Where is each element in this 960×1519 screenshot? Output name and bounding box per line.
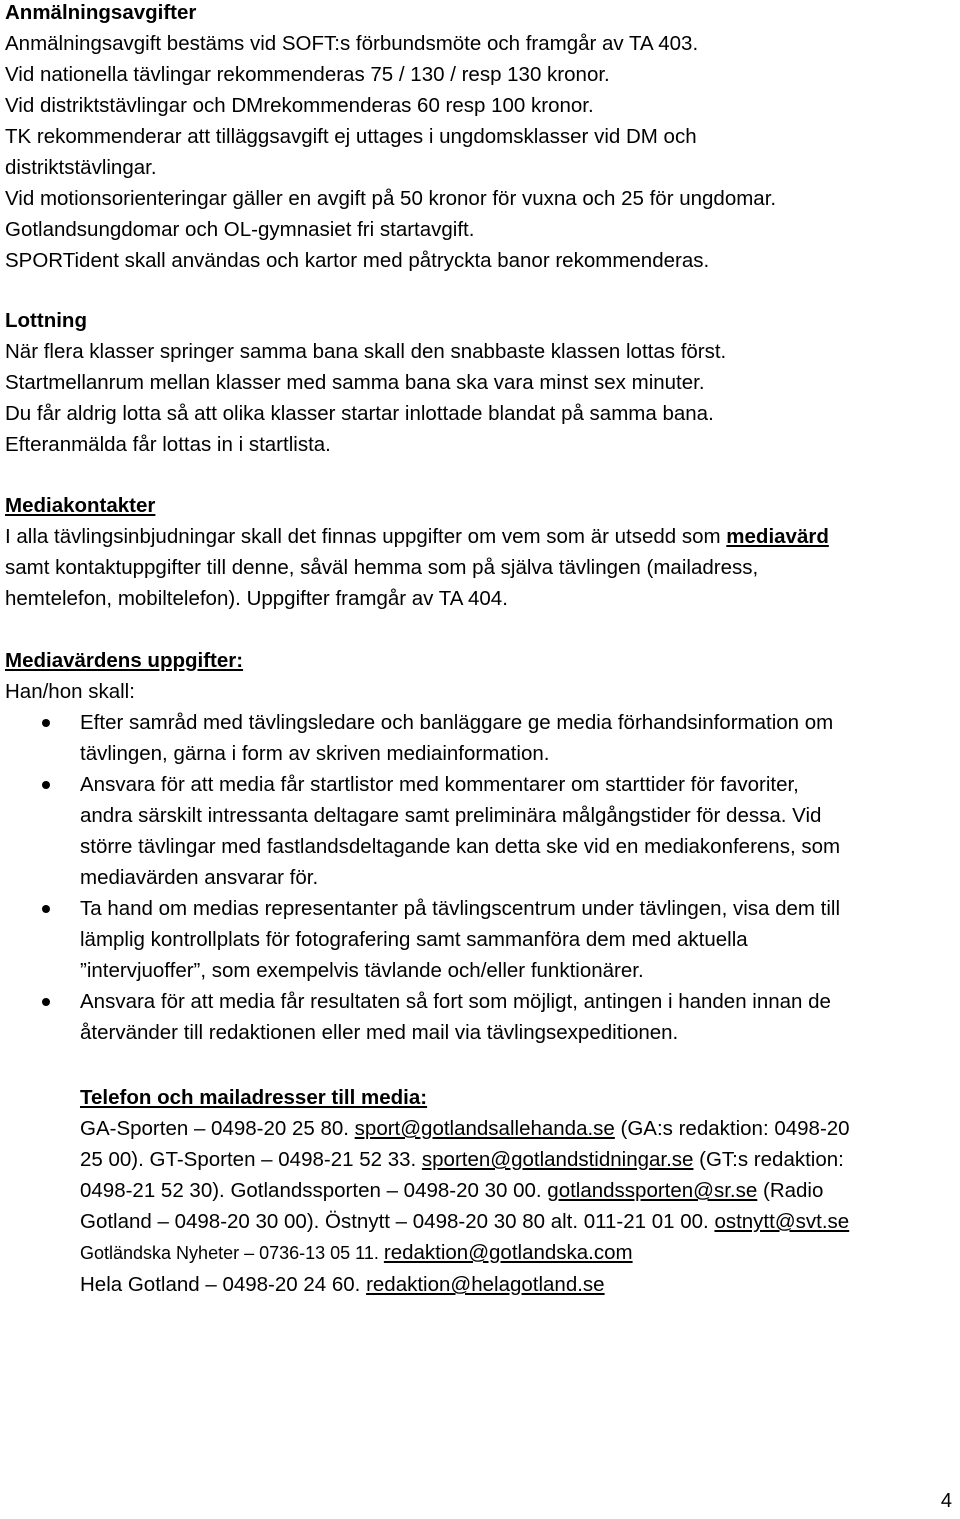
paragraph-line: hemtelefon, mobiltelefon). Uppgifter framgår av TA 404. bbox=[5, 587, 508, 610]
email-link[interactable]: redaktion@helagotland.se bbox=[366, 1273, 605, 1296]
contact-text: (GT:s redaktion: bbox=[693, 1148, 844, 1171]
heading-mediakontakter: Mediakontakter bbox=[5, 494, 156, 517]
paragraph-line: När flera klasser springer samma bana skall den snabbaste klassen lottas först. bbox=[5, 340, 727, 363]
bullet-icon bbox=[42, 719, 50, 727]
section-anmalningsavgifter bbox=[5, 0, 776, 276]
contact-text: Hela Gotland – 0498-20 24 60. bbox=[80, 1273, 367, 1296]
list-item-line: större tävlingar med fastlandsdeltagande kan detta ske vid en mediakonferens, som bbox=[80, 835, 841, 858]
heading-mediavardens-uppgifter: Mediavärdens uppgifter: bbox=[5, 649, 244, 672]
mediakontakter-text: I alla tävlingsinbjudningar skall det finnas uppgifter om vem som är utsedd som bbox=[5, 525, 727, 548]
contact-text: Gotländska Nyheter – 0736-13 05 11. bbox=[80, 1243, 384, 1263]
paragraph-line: Startmellanrum mellan klasser med samma bana ska vara minst sex minuter. bbox=[5, 371, 705, 394]
list-item-line: Ansvara för att media får startlistor med kommentarer om starttider för favoriter, bbox=[80, 773, 799, 796]
section-mediavardens-uppgifter bbox=[5, 645, 840, 1048]
email-link[interactable]: gotlandssporten@sr.se bbox=[547, 1179, 758, 1202]
list-item-line: Efter samråd med tävlingsledare och banläggare ge media förhandsinformation om bbox=[80, 711, 834, 734]
task-list bbox=[5, 707, 840, 1048]
list-item bbox=[5, 769, 840, 893]
paragraph-line: distriktstävlingar. bbox=[5, 156, 157, 179]
paragraph-line: Vid nationella tävlingar rekommenderas 75 / 130 / resp 130 kronor. bbox=[5, 63, 610, 86]
contact-line bbox=[80, 1113, 850, 1144]
section-lottning bbox=[5, 305, 726, 460]
paragraph-line: Efteranmälda får lottas in i startlista. bbox=[5, 433, 331, 456]
list-item-line: Ansvara för att media får resultaten så fort som möjligt, antingen i handen innan de bbox=[80, 990, 831, 1013]
paragraph-line: TK rekommenderar att tilläggsavgift ej uttages i ungdomsklasser vid DM och bbox=[5, 125, 697, 148]
bullet-icon bbox=[42, 998, 50, 1006]
heading-anmalningsavgifter: Anmälningsavgifter bbox=[5, 1, 197, 24]
contact-text: (GA:s redaktion: 0498-20 bbox=[614, 1117, 850, 1140]
list-item-line: ”intervjuoffer”, som exempelvis tävlande och/eller funktionärer. bbox=[80, 959, 644, 982]
list-item-line: återvänder till redaktionen eller med mail via tävlingsexpeditionen. bbox=[80, 1021, 679, 1044]
paragraph-line: Vid motionsorienteringar gäller en avgift på 50 kronor för vuxna och 25 för ungdomar. bbox=[5, 187, 777, 210]
contact-text: 0498-21 52 30). Gotlandssporten – 0498-20 30 00. bbox=[80, 1179, 548, 1202]
contact-text: 25 00). GT-Sporten – 0498-21 52 33. bbox=[80, 1148, 422, 1171]
paragraph-line: Anmälningsavgift bestäms vid SOFT:s förbundsmöte och framgår av TA 403. bbox=[5, 32, 699, 55]
list-item bbox=[5, 986, 840, 1048]
page-number: 4 bbox=[940, 1490, 952, 1512]
list-item-line: andra särskilt intressanta deltagare samt preliminära målgångstider för dessa. Vid bbox=[80, 804, 822, 827]
bullet-icon bbox=[42, 781, 50, 789]
paragraph-line: Du får aldrig lotta så att olika klasser startar inlottade blandat på samma bana. bbox=[5, 402, 714, 425]
paragraph-line: Gotlandsungdomar och OL-gymnasiet fri startavgift. bbox=[5, 218, 475, 241]
section-mediakontakter bbox=[5, 490, 829, 614]
heading-lottning: Lottning bbox=[5, 309, 87, 332]
heading-telefon-mail: Telefon och mailadresser till media: bbox=[80, 1086, 428, 1109]
list-item-line: mediavärden ansvarar för. bbox=[80, 866, 319, 889]
list-item-line: lämplig kontrollplats för fotografering samt sammanföra dem med aktuella bbox=[80, 928, 748, 951]
paragraph-line: Vid distriktstävlingar och DMrekommenderas 60 resp 100 kronor. bbox=[5, 94, 594, 117]
email-link[interactable]: redaktion@gotlandska.com bbox=[383, 1241, 633, 1264]
paragraph-line bbox=[5, 521, 829, 552]
paragraph-line: SPORTident skall användas och kartor med påtryckta banor rekommenderas. bbox=[5, 249, 710, 272]
bullet-icon bbox=[42, 905, 50, 913]
mediavard-term: mediavärd bbox=[726, 525, 829, 548]
contact-text: Gotland – 0498-20 30 00). Östnytt – 0498-20 30 80 alt. 011-21 01 00. bbox=[80, 1210, 715, 1233]
contact-line bbox=[80, 1144, 850, 1175]
list-item bbox=[5, 893, 840, 986]
section-telefon-mail bbox=[80, 1082, 850, 1300]
email-link[interactable]: sport@gotlandsallehanda.se bbox=[354, 1117, 615, 1140]
contact-line bbox=[80, 1175, 850, 1206]
list-item bbox=[5, 707, 840, 769]
paragraph-line: samt kontaktuppgifter till denne, såväl hemma som på själva tävlingen (mailadress, bbox=[5, 556, 759, 579]
intro-line: Han/hon skall: bbox=[5, 680, 135, 703]
email-link[interactable]: ostnytt@svt.se bbox=[714, 1210, 850, 1233]
contact-line bbox=[80, 1269, 850, 1300]
email-link[interactable]: sporten@gotlandstidningar.se bbox=[421, 1148, 694, 1171]
contact-line bbox=[80, 1206, 850, 1237]
contact-text: (Radio bbox=[757, 1179, 824, 1202]
list-item-line: Ta hand om medias representanter på tävlingscentrum under tävlingen, visa dem till bbox=[80, 897, 841, 920]
contact-line bbox=[80, 1237, 850, 1269]
contact-text: GA-Sporten – 0498-20 25 80. bbox=[80, 1117, 355, 1140]
list-item-line: tävlingen, gärna i form av skriven mediainformation. bbox=[80, 742, 550, 765]
